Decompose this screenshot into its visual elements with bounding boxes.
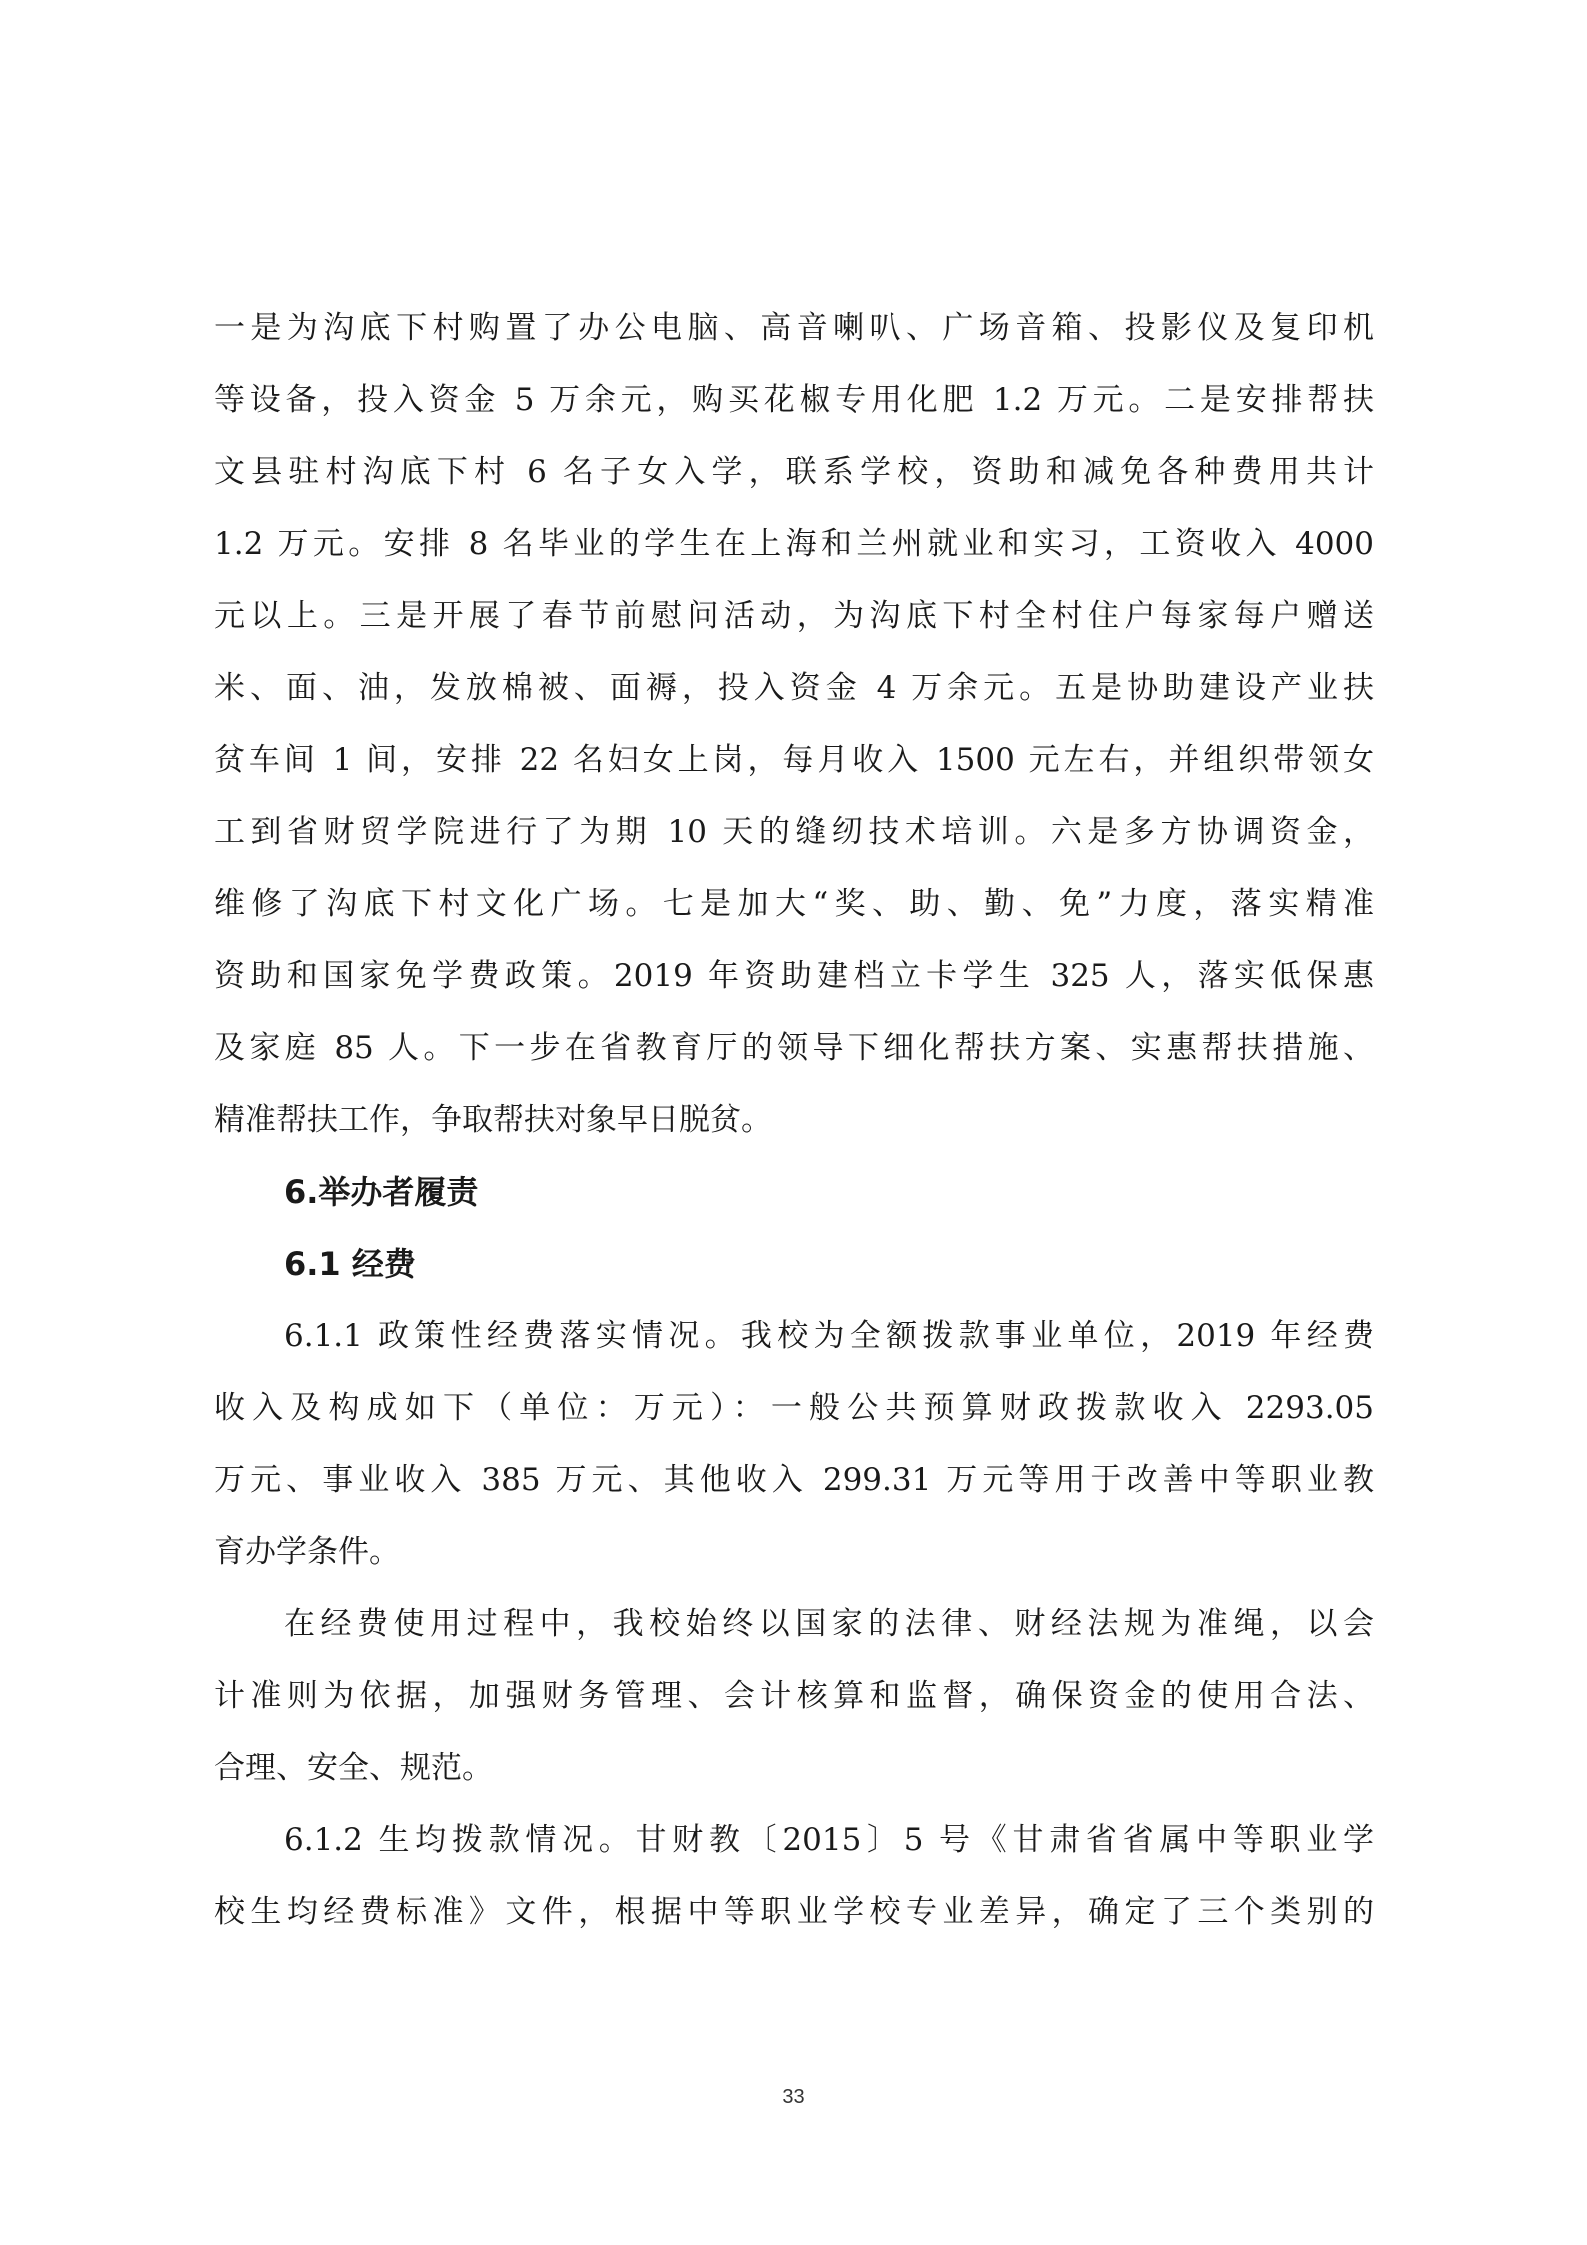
- body-line: 及家庭 85 人。下一步在省教育厅的领导下细化帮扶方案、实惠帮扶措施、: [214, 1030, 1374, 1066]
- paragraph-line: 校生均经费标准》文件，根据中等职业学校专业差异，确定了三个类别的: [214, 1894, 1374, 1930]
- body-line: 一是为沟底下村购置了办公电脑、高音喇叭、广场音箱、投影仪及复印机: [214, 310, 1374, 346]
- subsection-heading: 6.1 经费: [284, 1245, 416, 1283]
- paragraph-line: 在经费使用过程中，我校始终以国家的法律、财经法规为准绳，以会: [284, 1606, 1374, 1642]
- body-line: 维修了沟底下村文化广场。七是加大“奖、助、勤、免”力度，落实精准: [214, 886, 1374, 922]
- paragraph-line: 合理、安全、规范。: [214, 1750, 493, 1786]
- paragraph-line: 万元、事业收入 385 万元、其他收入 299.31 万元等用于改善中等职业教: [214, 1462, 1374, 1498]
- body-line: 米、面、油，发放棉被、面褥，投入资金 4 万余元。五是协助建设产业扶: [214, 670, 1374, 706]
- body-line: 资助和国家免学费政策。2019 年资助建档立卡学生 325 人，落实低保惠: [214, 958, 1374, 994]
- body-line: 贫车间 1 间，安排 22 名妇女上岗，每月收入 1500 元左右，并组织带领女: [214, 742, 1374, 778]
- paragraph-line: 育办学条件。: [214, 1534, 400, 1570]
- paragraph-line: 6.1.1 政策性经费落实情况。我校为全额拨款事业单位，2019 年经费: [284, 1318, 1374, 1354]
- body-line: 工到省财贸学院进行了为期 10 天的缝纫技术培训。六是多方协调资金，: [214, 814, 1374, 850]
- paragraph-line: 6.1.2 生均拨款情况。甘财教〔2015〕5 号《甘肃省省属中等职业学: [284, 1822, 1374, 1858]
- body-line: 等设备，投入资金 5 万余元，购买花椒专用化肥 1.2 万元。二是安排帮扶: [214, 382, 1374, 418]
- page-content: [214, 292, 1374, 1948]
- paragraph-line: 收入及构成如下（单位：万元）：一般公共预算财政拨款收入 2293.05: [214, 1390, 1374, 1426]
- paragraph-line: 计准则为依据，加强财务管理、会计核算和监督，确保资金的使用合法、: [214, 1678, 1374, 1714]
- page-number: 33: [782, 2086, 805, 2108]
- body-line: 精准帮扶工作，争取帮扶对象早日脱贫。: [214, 1102, 772, 1138]
- body-line: 文县驻村沟底下村 6 名子女入学，联系学校，资助和减免各种费用共计: [214, 454, 1374, 490]
- section-heading: 6.举办者履责: [284, 1173, 479, 1211]
- body-line: 元以上。三是开展了春节前慰问活动，为沟底下村全村住户每家每户赠送: [214, 598, 1374, 634]
- body-line: 1.2 万元。安排 8 名毕业的学生在上海和兰州就业和实习，工资收入 4000: [214, 526, 1374, 562]
